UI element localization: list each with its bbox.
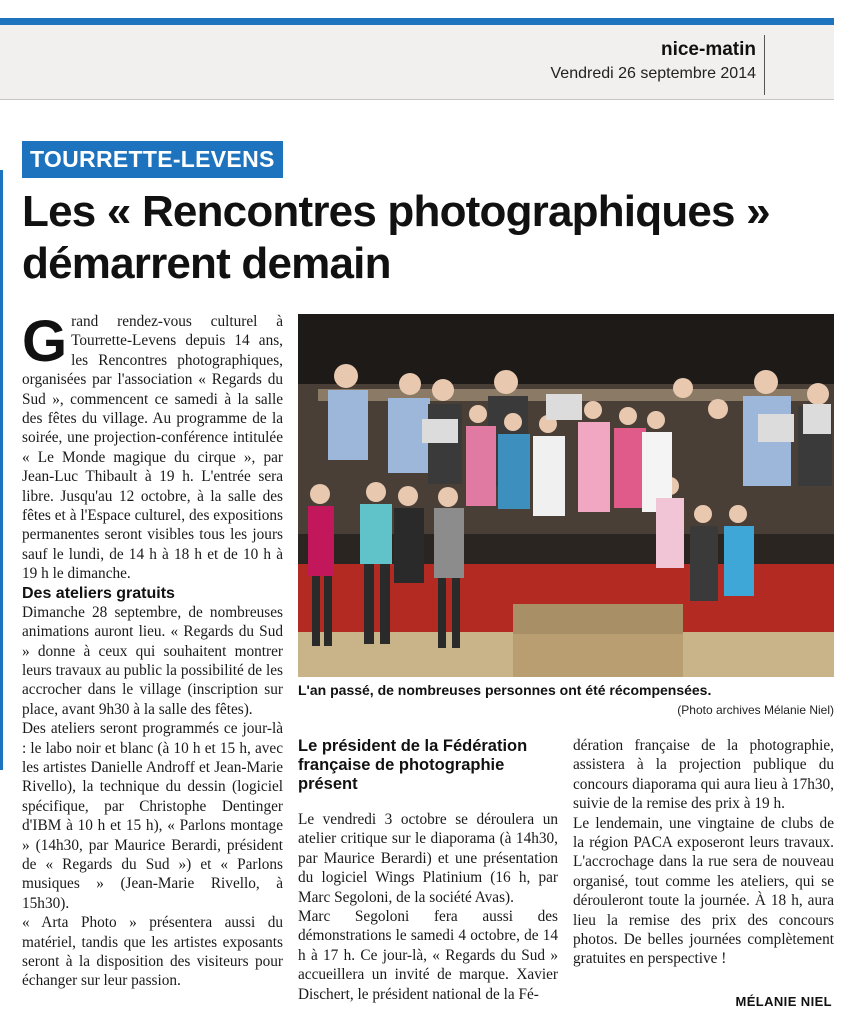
article-photo bbox=[298, 314, 834, 677]
article-column-3 bbox=[573, 736, 834, 969]
article-kicker: TOURRETTE-LEVENS bbox=[22, 141, 283, 178]
paragraph: Dimanche 28 septembre, de nombreuses animations auront lieu. « Regards du Sud » donne à ceux qui souhaitent montrer leurs travaux au public la possibilité de les accrocher dans le village (inscription sur place, avant 9h30 à la salle des fêtes). bbox=[22, 603, 283, 718]
publication-name: nice-matin bbox=[660, 39, 756, 60]
photo-caption: L'an passé, de nombreuses personnes ont été récompensées. bbox=[298, 682, 712, 698]
left-margin-bar bbox=[0, 170, 3, 770]
paragraph: Des ateliers seront programmés ce jour-là : le labo noir et blanc (à 10 h et 15 h, avec les artistes Danielle Androff et Jean-Marie Rivello), la technique du dessin (logiciel spécifique, par Christophe Dentinger d'IBM à 10 h et 15 h), « Parlons montage » (14h30, par Maurice Berardi, président de « Regards du Sud ») et « Parlons musiques » (Jean-Marie Rivello, à 15h30). bbox=[22, 720, 283, 912]
photo-credit: (Photo archives Mélanie Niel) bbox=[677, 703, 834, 717]
paragraph: Le lendemain, une vingtaine de clubs de la région PACA exposeront leurs travaux. L'accrochage dans la rue sera de nouveau organisé, tout comme les ateliers, qui se dérouleront toute la journée. À 18 h, aura lieu la remise des prix des concours photos. De belles journées complètement gratuites en perspective ! bbox=[573, 814, 834, 968]
publication-date: Vendredi 26 septembre 2014 bbox=[550, 65, 756, 82]
article-author: MÉLANIE NIEL bbox=[735, 994, 832, 1009]
intro-paragraph: rand rendez-vous culturel à Tourrette-Levens depuis 14 ans, les Rencontres photographiques, organisées par l'association « Regards du Sud », commencent ce samedi à la salle des fêtes du village. Au programme de la soirée, une projection-conférence intitulée « Le Monde magique du cirque », par Jean-Luc Thibault à 19 h. L'entrée sera libre. Jusqu'au 12 octobre, à la salle des fêtes et à l'Espace culturel, des expositions permanentes seront visibles tous les jours sauf le lundi, de 14 h à 18 h et de 10 h à 19 h le dimanche. bbox=[22, 313, 283, 583]
section-title-president: Le président de la Fédération française de photographie présent bbox=[298, 737, 528, 793]
article-headline: Les « Rencontres photographiques » démarrent demain bbox=[22, 187, 770, 288]
paragraph: Le vendredi 3 octobre se déroulera un atelier critique sur le diaporama (à 14h30, par Maurice Berardi) et une présentation du logiciel Wings Platinium (16 h, par Marc Segoloni, de la société Avas). bbox=[298, 811, 558, 906]
paragraph: Marc Segoloni fera aussi des démonstrations le samedi 4 octobre, de 14 h à 17 h. Ce jour-là, « Regards du Sud » accueillera un invité de marque. Xavier Dischert, le président national de la Fé- bbox=[298, 908, 558, 1003]
article-column-1 bbox=[22, 309, 283, 991]
group-photo-illustration bbox=[298, 314, 834, 677]
page-header bbox=[0, 25, 834, 100]
paragraph: dération française de la photographie, assistera à la projection publique du concours diaporama qui aura lieu à 17h30, suivie de la remise des prix à 19 h. bbox=[573, 737, 834, 813]
section-title-ateliers: Des ateliers gratuits bbox=[22, 584, 175, 602]
header-divider bbox=[764, 35, 765, 95]
paragraph: « Arta Photo » présentera aussi du matériel, tandis que les artistes exposants seront à la disposition des visiteurs pour échanger sur leur passion. bbox=[22, 914, 283, 990]
top-accent-bar bbox=[0, 18, 834, 25]
article-column-2 bbox=[298, 810, 558, 1004]
drop-cap: G bbox=[22, 309, 68, 374]
